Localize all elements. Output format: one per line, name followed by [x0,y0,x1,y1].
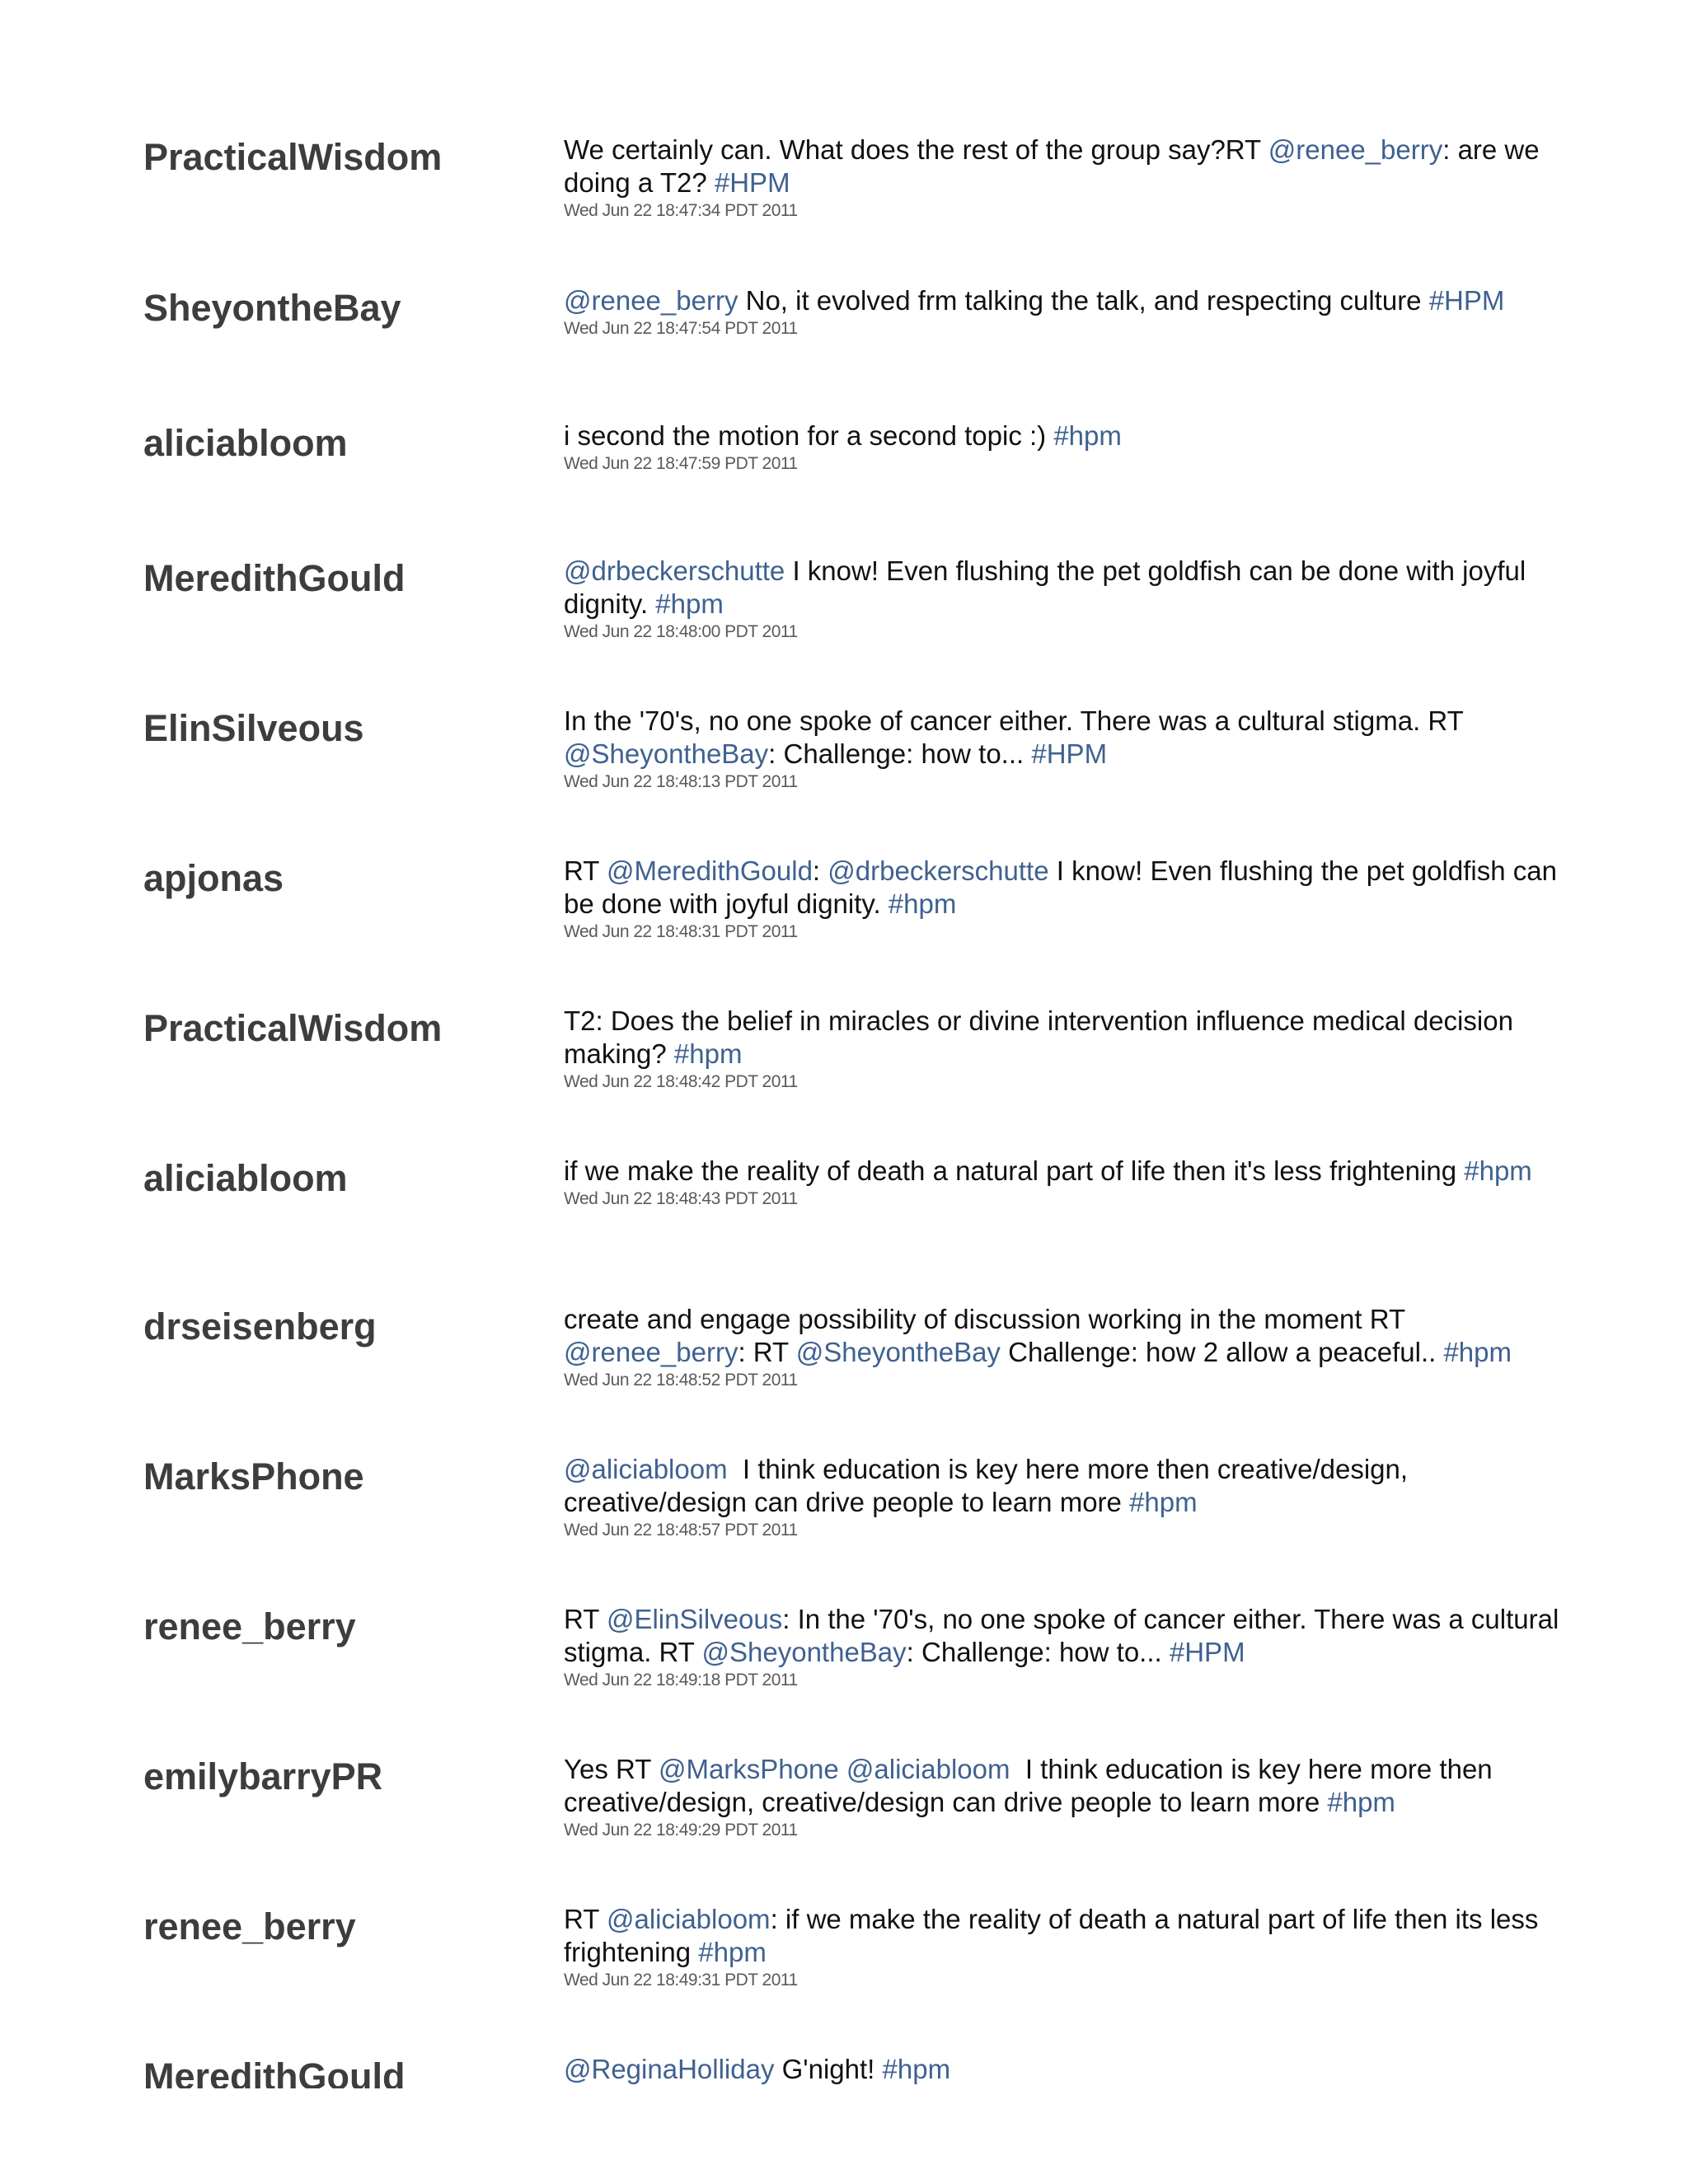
hashtag-link[interactable]: #hpm [888,888,957,919]
tweet-text [564,134,1553,199]
tweet-text-line [564,1903,1553,1936]
tweet-text-segment: : In the '70's, no one spoke of cancer either. There was a cultural [782,1604,1559,1634]
tweet-text-segment [839,1754,846,1784]
tweet-timestamp: Wed Jun 22 18:48:00 PDT 2011 [564,622,798,641]
mention-link[interactable]: @aliciabloom [564,1454,728,1484]
tweet-text-line [564,419,1553,452]
tweet-text-segment: creative/design, creative/design can drive people to learn more [564,1787,1328,1817]
tweet-timestamp: Wed Jun 22 18:47:34 PDT 2011 [564,201,798,220]
tweet-body [564,705,1553,793]
tweet-body [564,2053,1553,2086]
tweet-username[interactable]: renee_berry [143,1905,356,1947]
tweet-username[interactable]: aliciabloom [143,422,348,464]
tweet-text-segment: I think education is key here more then creative/design, [727,1454,1409,1484]
tweet-text [564,1303,1553,1369]
tweet-text-segment: RT [564,855,607,886]
tweet-text-line [564,1336,1553,1369]
mention-link[interactable]: @aliciabloom [606,1904,771,1934]
tweet-text-segment: RT [564,1604,607,1634]
tweet-text-line [564,555,1553,588]
tweet-body [564,284,1553,340]
tweet-text [564,1155,1553,1188]
tweet-text-segment: Challenge: how 2 allow a peaceful.. [1000,1337,1444,1367]
tweet-text-segment: We certainly can. What does the rest of the group say?RT [564,134,1268,165]
tweet-text-line [564,1753,1553,1786]
tweet-body [564,855,1557,943]
tweet-text-segment: stigma. RT [564,1637,702,1667]
tweet-text-segment: frightening [564,1937,699,1967]
tweet-row [0,1755,1688,1906]
tweet-username[interactable]: drseisenberg [143,1305,377,1347]
tweet-text-line [564,166,1553,199]
tweet-timestamp: Wed Jun 22 18:48:31 PDT 2011 [564,922,798,941]
tweet-body [564,1155,1553,1210]
tweet-body [564,1903,1553,1991]
tweet-text-segment: making? [564,1038,674,1069]
tweet-body [564,1753,1553,1841]
tweet-row [0,1006,1688,1158]
tweet-text-segment: : Challenge: how to... [906,1637,1170,1667]
tweet-text-line [564,1303,1553,1336]
tweet-text [564,284,1553,317]
tweet-text-segment: RT [564,1904,607,1934]
hashtag-link[interactable]: #hpm [655,588,724,619]
mention-link[interactable]: @SheyontheBay [564,738,769,769]
tweet-username[interactable]: MarksPhone [143,1455,364,1497]
tweet-row [0,286,1688,438]
tweet-text-line [564,284,1553,317]
tweet-row [0,706,1688,858]
tweet-text-line [564,1636,1553,1669]
mention-link[interactable]: @ElinSilveous [606,1604,783,1634]
tweet-timestamp: Wed Jun 22 18:47:59 PDT 2011 [564,454,798,473]
hashtag-link[interactable]: #hpm [1443,1337,1512,1367]
tweet-text-segment: create and engage possibility of discussion working in the moment RT [564,1304,1406,1334]
tweet-timestamp: Wed Jun 22 18:48:43 PDT 2011 [564,1189,798,1208]
tweet-text-line [564,1155,1553,1188]
hashtag-link[interactable]: #hpm [1129,1487,1198,1517]
tweet-text-segment: dignity. [564,588,656,619]
tweet-row [0,1905,1688,2056]
tweet-body [564,419,1553,475]
tweet-text [564,1453,1553,1519]
mention-link[interactable]: @aliciabloom [846,1754,1010,1784]
hashtag-link[interactable]: #hpm [698,1937,767,1967]
tweet-text [564,855,1557,921]
tweet-timestamp: Wed Jun 22 18:49:18 PDT 2011 [564,1671,798,1690]
tweet-text [564,1753,1553,1819]
tweet-text-segment: : Challenge: how to... [768,738,1032,769]
tweet-text-segment: if we make the reality of death a natural part of life then it's less frightening [564,1155,1465,1186]
tweet-text-segment: T2: Does the belief in miracles or divine intervention influence medical decision [564,1005,1513,1036]
tweet-row [0,135,1688,287]
tweet-username[interactable]: renee_berry [143,1605,356,1647]
tweet-text [564,555,1553,621]
tweet-body [564,555,1553,643]
tweet-text-line [564,1005,1553,1038]
tweet-username[interactable]: emilybarryPR [143,1755,383,1797]
mention-link[interactable]: @MarksPhone [658,1754,839,1784]
tweet-username[interactable]: apjonas [143,857,284,899]
tweet-text-line [564,1453,1553,1486]
mention-link[interactable]: @renee_berry [564,285,738,316]
tweet-text [564,1005,1553,1071]
tweet-body [564,1005,1553,1093]
hashtag-link[interactable]: #hpm [1464,1155,1532,1186]
hashtag-link[interactable]: #hpm [1053,420,1122,451]
tweet-text-line [564,705,1553,738]
mention-link[interactable]: @SheyontheBay [701,1637,907,1667]
tweet-timestamp: Wed Jun 22 18:49:29 PDT 2011 [564,1821,798,1840]
tweet-text-line [564,855,1557,888]
tweet-row [0,1156,1688,1308]
tweet-text-line [564,134,1553,166]
tweet-text-segment: G'night! [774,2054,883,2084]
hashtag-link[interactable]: #hpm [882,2054,951,2084]
tweet-timestamp: Wed Jun 22 18:47:54 PDT 2011 [564,319,798,338]
tweet-username[interactable]: aliciabloom [143,1157,348,1199]
hashtag-link[interactable]: #HPM [1428,285,1505,316]
tweet-text-segment: : if we make the reality of death a natural part of life then its less [770,1904,1539,1934]
tweet-body [564,134,1553,222]
mention-link[interactable]: @renee_berry [564,1337,738,1367]
tweet-text-segment: I think education is key here more then [1010,1754,1493,1784]
tweet-text-segment: : are we [1442,134,1540,165]
tweet-body [564,1603,1559,1691]
tweet-row [0,2055,1688,2088]
mention-link[interactable]: @drbeckerschutte [564,555,785,586]
tweet-username[interactable]: MeredithGould [143,557,406,599]
tweet-text-segment: doing a T2? [564,167,715,198]
tweet-text [564,705,1553,771]
mention-link[interactable]: @MeredithGould [606,855,813,886]
tweet-username[interactable]: MeredithGould [143,2055,406,2088]
tweet-username[interactable]: ElinSilveous [143,707,364,749]
tweet-timestamp: Wed Jun 22 18:49:31 PDT 2011 [564,1971,798,1990]
hashtag-link[interactable]: #hpm [673,1038,743,1069]
tweet-body [564,1453,1553,1541]
tweet-row [0,421,1688,573]
tweet-text-segment: Yes RT [564,1754,659,1784]
hashtag-link[interactable]: #HPM [714,167,790,198]
hashtag-link[interactable]: #HPM [1169,1637,1245,1667]
tweet-row [0,556,1688,708]
tweet-text-segment: creative/design can drive people to learn more [564,1487,1130,1517]
tweet-username[interactable]: SheyontheBay [143,287,401,329]
tweet-timestamp: Wed Jun 22 18:48:13 PDT 2011 [564,772,798,791]
tweet-row [0,1605,1688,1756]
tweet-username[interactable]: PracticalWisdom [143,136,443,178]
tweet-text-line [564,1786,1553,1819]
tweet-body [564,1303,1553,1391]
tweet-text [564,419,1553,452]
tweet-timestamp: Wed Jun 22 18:48:52 PDT 2011 [564,1371,798,1390]
tweet-text-line [564,2053,1553,2086]
tweet-timestamp: Wed Jun 22 18:48:57 PDT 2011 [564,1521,798,1540]
mention-link[interactable]: @SheyontheBay [795,1337,1001,1367]
tweet-text-line [564,1038,1553,1071]
tweet-text [564,2053,1553,2086]
tweet-text-segment: be done with joyful dignity. [564,888,889,919]
tweet-text-line [564,738,1553,771]
tweet-text-line [564,1603,1559,1636]
hashtag-link[interactable]: #HPM [1031,738,1108,769]
mention-link[interactable]: @drbeckerschutte [828,855,1049,886]
tweet-text [564,1603,1559,1669]
tweet-text-line [564,1936,1553,1969]
tweet-text-line [564,588,1553,621]
tweet-text-segment: i second the motion for a second topic :) [564,420,1054,451]
tweet-text [564,1903,1553,1969]
tweet-row [0,1455,1688,1606]
hashtag-link[interactable]: #hpm [1327,1787,1395,1817]
tweet-row [0,856,1688,1008]
tweet-text-line [564,888,1553,921]
mention-link[interactable]: @renee_berry [1268,134,1443,165]
mention-link[interactable]: @ReginaHolliday [564,2054,775,2084]
tweet-text-segment: In the '70's, no one spoke of cancer either. There was a cultural stigma. RT [564,705,1464,736]
tweet-text-segment: No, it evolved frm talking the talk, and respecting culture [738,285,1429,316]
tweet-text-segment: I know! Even flushing the pet goldfish can be done with joyful [785,555,1526,586]
tweet-text-segment: I know! Even flushing the pet goldfish can [1048,855,1557,886]
tweet-timestamp: Wed Jun 22 18:48:42 PDT 2011 [564,1072,798,1091]
tweet-text-segment: : RT [738,1337,796,1367]
tweet-row [0,1305,1688,1456]
tweet-text-line [564,1486,1553,1519]
tweet-username[interactable]: PracticalWisdom [143,1007,443,1049]
tweet-text-segment: : [812,855,828,886]
